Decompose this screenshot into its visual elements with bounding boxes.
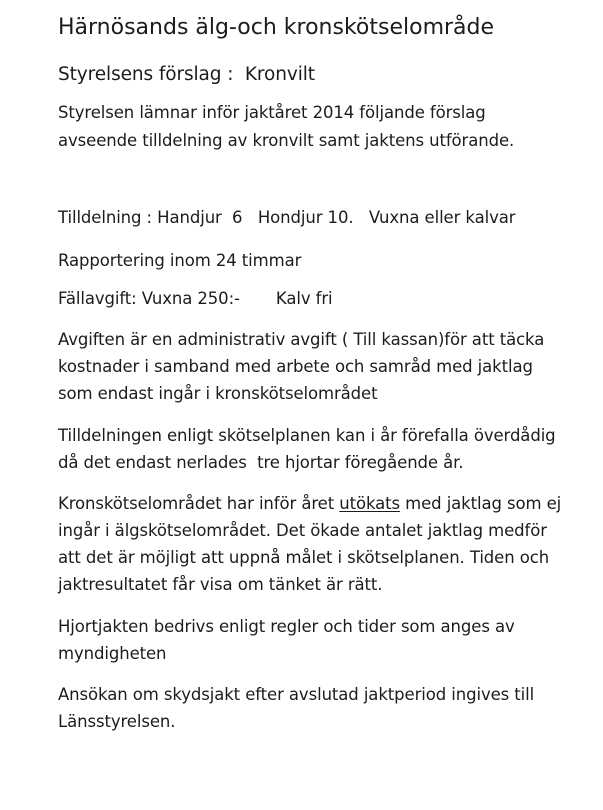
fee-explanation-line-3: som endast ingår i kronskötselområdet	[58, 384, 378, 403]
intro-line-2: avseende tilldelning av kronvilt samt jaktens utförande.	[58, 131, 515, 150]
intro-line-1: Styrelsen lämnar inför jaktåret 2014 följande förslag	[58, 103, 486, 122]
expansion-line-4: jaktresultatet får visa om tänket är rätt.	[58, 575, 383, 594]
fee-line: Fällavgift: Vuxna 250:- Kalv fri	[58, 289, 333, 308]
expansion-line-2: ingår i älgskötselområdet. Det ökade antalet jaktlag medför	[58, 521, 547, 540]
fee-explanation-line-2: kostnader i samband med arbete och samråd med jaktlag	[58, 357, 533, 376]
expansion-text-before: Kronskötselområdet har inför året	[58, 494, 340, 513]
expansion-text-after: med jaktlag som ej	[400, 494, 562, 513]
expansion-line-1	[58, 493, 561, 515]
protective-hunting-line-1: Ansökan om skydsjakt efter avslutad jaktperiod ingives till	[58, 685, 535, 704]
allocation-line: Tilldelning : Handjur 6 Hondjur 10. Vuxna eller kalvar	[58, 208, 516, 227]
protective-hunting-line-2: Länsstyrelsen.	[58, 712, 176, 731]
hunting-rules-line-2: myndigheten	[58, 644, 167, 663]
document-page	[58, 0, 598, 810]
reporting-line: Rapportering inom 24 timmar	[58, 251, 302, 270]
fee-explanation-line-1: Avgiften är en administrativ avgift ( Till kassan)för att täcka	[58, 330, 545, 349]
expansion-line-3: att det är möjligt att uppnå målet i skötselplanen. Tiden och	[58, 548, 550, 567]
expansion-underlined-word: utökats	[339, 494, 400, 513]
allocation-comment-line-1: Tilldelningen enligt skötselplanen kan i år förefalla överdådig	[58, 426, 556, 445]
document-subtitle: Styrelsens förslag : Kronvilt	[58, 64, 315, 85]
document-title: Härnösands älg-och kronskötselområde	[58, 15, 495, 40]
hunting-rules-line-1: Hjortjakten bedrivs enligt regler och tider som anges av	[58, 617, 515, 636]
allocation-comment-line-2: då det endast nerlades tre hjortar föregående år.	[58, 453, 464, 472]
